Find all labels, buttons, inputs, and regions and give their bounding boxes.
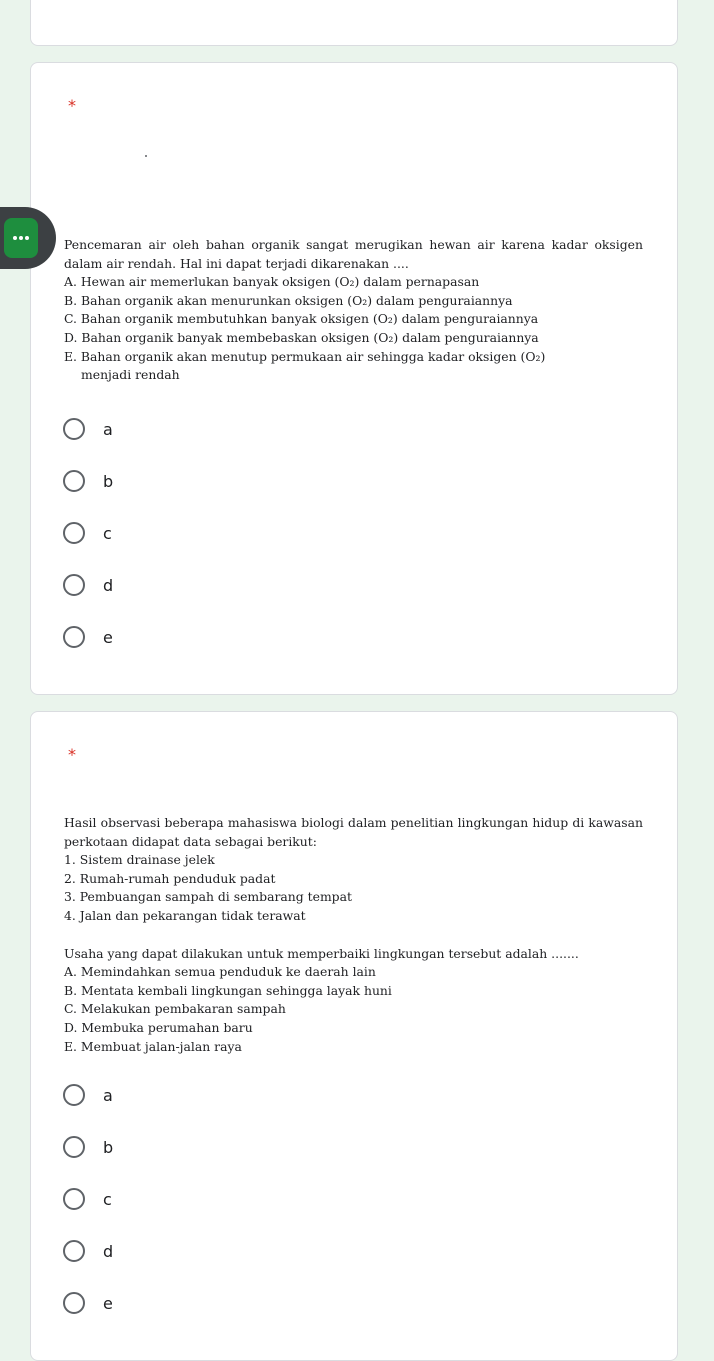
option-label: c — [103, 1189, 112, 1209]
dot — [19, 236, 23, 240]
radio-button[interactable] — [63, 1188, 85, 1210]
option-label: d — [103, 1241, 114, 1261]
option-label: a — [103, 419, 113, 439]
choice-line: D. Bahan organik banyak membebaskan oksigen (O₂) dalam penguraiannya — [64, 329, 539, 345]
question-card-2 — [30, 711, 678, 1361]
option-a[interactable] — [63, 1081, 113, 1109]
choice-line: C. Melakukan pembakaran sampah — [64, 1001, 286, 1017]
radio-button[interactable] — [63, 418, 85, 440]
question-prompt: Usaha yang dapat dilakukan untuk memperbaiki lingkungan tersebut adalah ....... — [64, 945, 579, 961]
option-c[interactable] — [63, 1185, 112, 1213]
question-card-1 — [30, 62, 678, 695]
option-label: b — [103, 1137, 114, 1157]
choice-line: E. Bahan organik akan menutup permukaan air sehingga kadar oksigen (O₂) — [64, 348, 546, 364]
choice-line: B. Bahan organik akan menurunkan oksigen (O₂) dalam penguraiannya — [64, 292, 513, 308]
option-a[interactable] — [63, 415, 113, 443]
dot — [25, 236, 29, 240]
radio-button[interactable] — [63, 626, 85, 648]
title-dot — [145, 155, 147, 157]
previous-question-card — [30, 0, 678, 46]
choice-line: E. Membuat jalan-jalan raya — [64, 1038, 242, 1054]
option-b[interactable] — [63, 1133, 113, 1161]
choice-line: C. Bahan organik membutuhkan banyak oksigen (O₂) dalam penguraiannya — [64, 311, 539, 327]
option-label: e — [103, 1293, 113, 1313]
radio-button[interactable] — [63, 1084, 85, 1106]
dot — [13, 236, 17, 240]
choice-line: A. Memindahkan semua penduduk ke daerah lain — [64, 964, 376, 980]
data-item: 3. Pembuangan sampah di sembarang tempat — [64, 889, 352, 905]
option-label: a — [103, 1085, 113, 1105]
option-d[interactable] — [63, 1237, 113, 1265]
option-c[interactable] — [63, 519, 112, 547]
question-paragraph: Pencemaran air oleh bahan organik sangat merugikan hewan air karena kadar oksigen dalam air rendah. Hal ini dapat terjadi dikarenakan .... — [64, 237, 643, 271]
choice-line: A. Hewan air memerlukan banyak oksigen (O₂) dalam pernapasan — [64, 274, 480, 290]
question-text — [64, 236, 643, 385]
option-label: b — [103, 471, 114, 491]
option-b[interactable] — [63, 467, 113, 495]
required-asterisk: * — [68, 745, 76, 764]
choice-line: D. Membuka perumahan baru — [64, 1019, 253, 1035]
data-item: 1. Sistem drainase jelek — [64, 852, 215, 868]
option-d[interactable] — [63, 571, 113, 599]
data-item: 4. Jalan dan pekarangan tidak terawat — [64, 907, 306, 923]
option-label: e — [103, 627, 113, 647]
required-asterisk: * — [68, 96, 76, 115]
data-item: 2. Rumah-rumah penduduk padat — [64, 870, 276, 886]
option-label: d — [103, 575, 114, 595]
radio-button[interactable] — [63, 1292, 85, 1314]
option-e[interactable] — [63, 1289, 113, 1317]
choice-line: B. Mentata kembali lingkungan sehingga layak huni — [64, 982, 392, 998]
radio-button[interactable] — [63, 574, 85, 596]
radio-button[interactable] — [63, 470, 85, 492]
option-e[interactable] — [63, 623, 113, 651]
choice-line-continuation: menjadi rendah — [81, 367, 180, 383]
option-label: c — [103, 523, 112, 543]
radio-button[interactable] — [63, 522, 85, 544]
question-text — [64, 814, 643, 1056]
question-intro: Hasil observasi beberapa mahasiswa biologi dalam penelitian lingkungan hidup di kawasan perkotaan didapat data sebagai berikut: — [64, 815, 643, 849]
more-options-icon[interactable] — [4, 218, 38, 258]
radio-button[interactable] — [63, 1240, 85, 1262]
radio-button[interactable] — [63, 1136, 85, 1158]
